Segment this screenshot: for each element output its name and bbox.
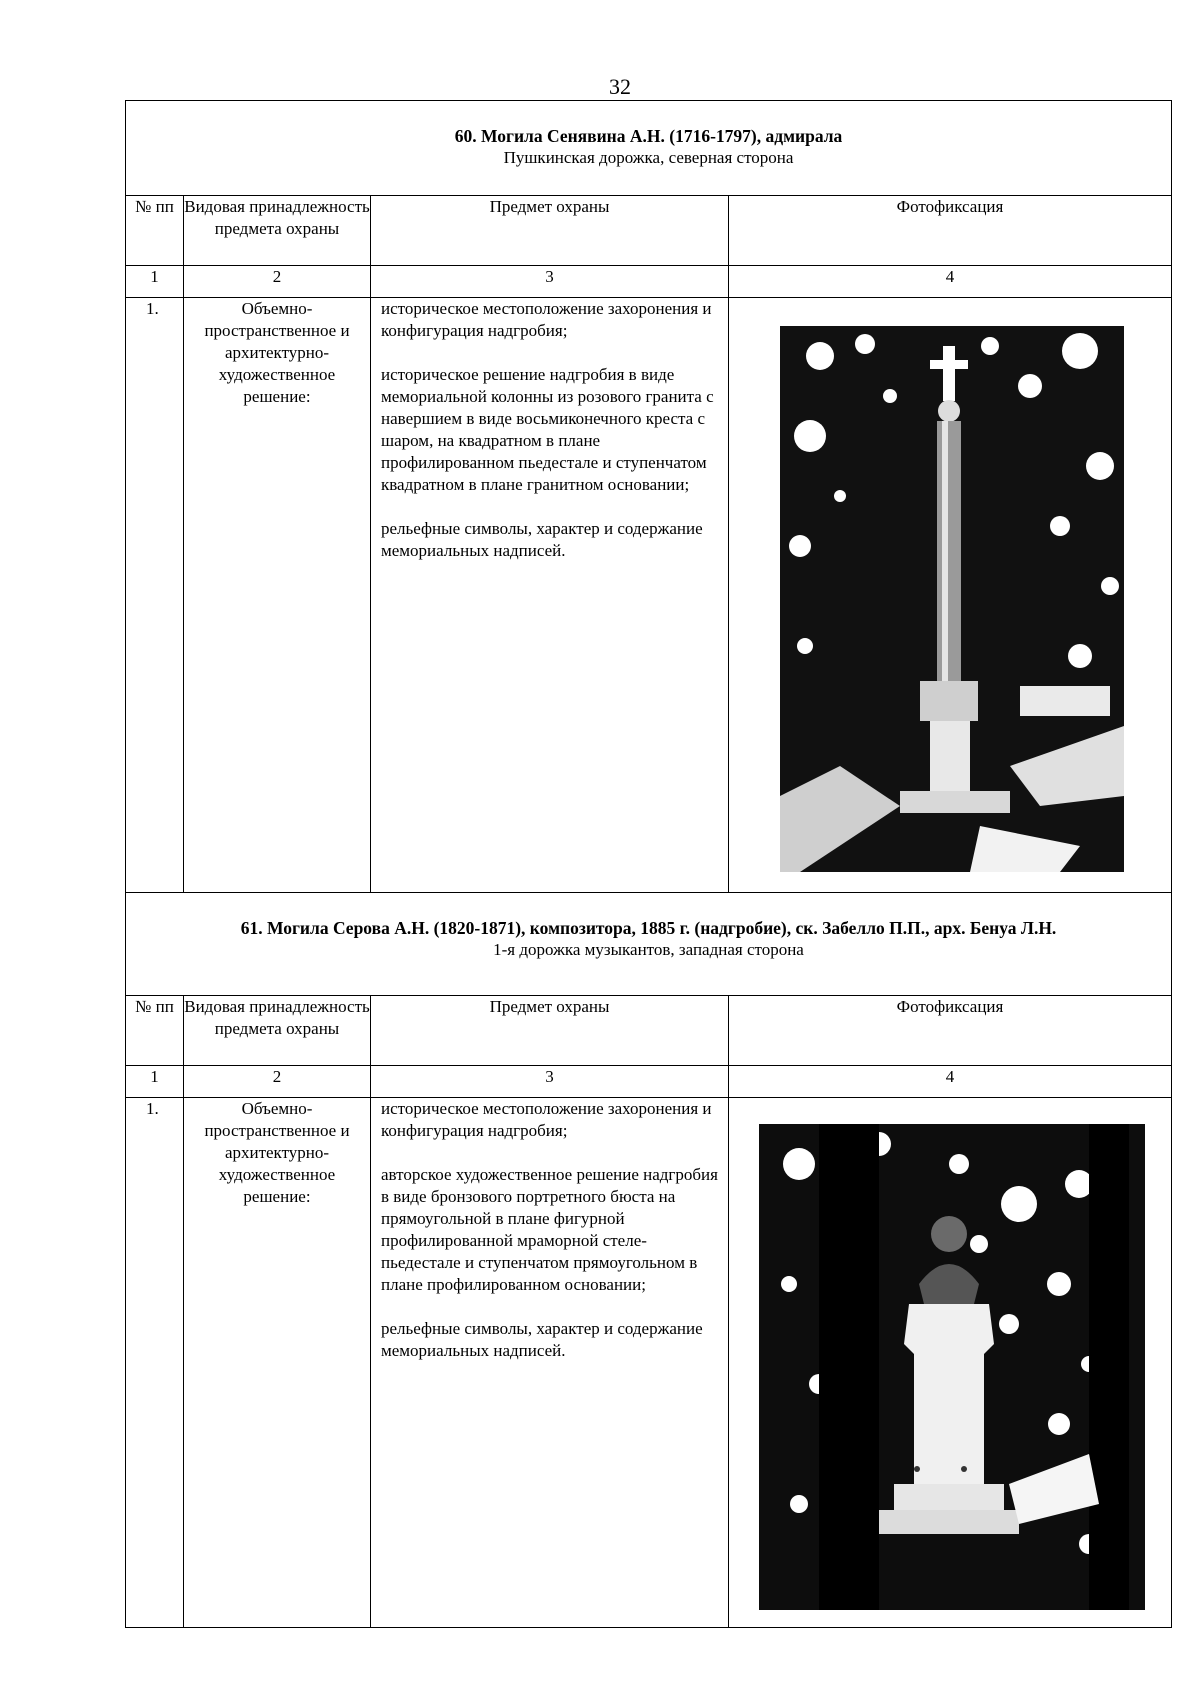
row-number: 1.: [126, 1098, 184, 1628]
subject-paragraph: рельефные символы, характер и содержание мемориальных надписей.: [381, 1319, 703, 1360]
col-header-type: Видовая принадлежность предмета охраны: [184, 996, 371, 1066]
entry-title: 60. Могила Сенявина А.Н. (1716-1797), адмирала: [454, 126, 843, 146]
col-index-3: 3: [371, 1066, 729, 1098]
col-header-type: Видовая принадлежность предмета охраны: [184, 196, 371, 266]
col-header-photo: Фотофиксация: [729, 196, 1172, 266]
subject-paragraph: историческое местоположение захоронения и конфигурация надгробия;: [381, 1099, 712, 1140]
protection-subject: [371, 298, 729, 893]
col-index-4: 4: [729, 1066, 1172, 1098]
subject-paragraph: историческое решение надгробия в виде мемориальной колонны из розового гранита с навершием в виде восьмиконечного креста с шаром, на квадратном в плане профилированном пьедестале и ступенчатом квадратном в плане гранитном основании;: [381, 365, 714, 494]
entry-title: 61. Могила Серова А.Н. (1820-1871), композитора, 1885 г. (надгробие), ск. Забелло П.П., арх. Бенуа Л.Н.: [240, 918, 1057, 938]
entry-location: 1-я дорожка музыкантов, западная сторона: [493, 940, 804, 959]
col-header-subject: Предмет охраны: [371, 996, 729, 1066]
col-index-1: 1: [126, 266, 184, 298]
protection-type: Объемно-пространственное и архитектурно-художественное решение:: [184, 1098, 371, 1628]
entry-table-60: [125, 100, 1172, 893]
protection-subject: [371, 1098, 729, 1628]
entry-location: Пушкинская дорожка, северная сторона: [503, 148, 794, 167]
col-index-3: 3: [371, 266, 729, 298]
col-index-2: 2: [184, 266, 371, 298]
grave-photo: [780, 326, 1124, 872]
col-header-photo: Фотофиксация: [729, 996, 1172, 1066]
protection-type: Объемно-пространственное и архитектурно-художественное решение:: [184, 298, 371, 893]
col-index-1: 1: [126, 1066, 184, 1098]
entry-header: [126, 893, 1172, 996]
subject-paragraph: авторское художественное решение надгробия в виде бронзового портретного бюста на прямоугольной в плане фигурной профилированной мраморной стеле-пьедестале и ступенчатом прямоугольном в плане профилированном основании;: [381, 1165, 718, 1294]
entry-table-61: [125, 892, 1172, 1628]
row-number: 1.: [126, 298, 184, 893]
subject-paragraph: рельефные символы, характер и содержание мемориальных надписей.: [381, 519, 703, 560]
photo-cell: [729, 298, 1172, 893]
col-header-num: № пп: [126, 996, 184, 1066]
photo-cell: [729, 1098, 1172, 1628]
col-header-num: № пп: [126, 196, 184, 266]
col-index-2: 2: [184, 1066, 371, 1098]
page-number: 32: [609, 74, 631, 99]
col-index-4: 4: [729, 266, 1172, 298]
entry-header: [126, 101, 1172, 196]
grave-photo: [759, 1124, 1145, 1610]
subject-paragraph: историческое местоположение захоронения и конфигурация надгробия;: [381, 299, 712, 340]
col-header-subject: Предмет охраны: [371, 196, 729, 266]
